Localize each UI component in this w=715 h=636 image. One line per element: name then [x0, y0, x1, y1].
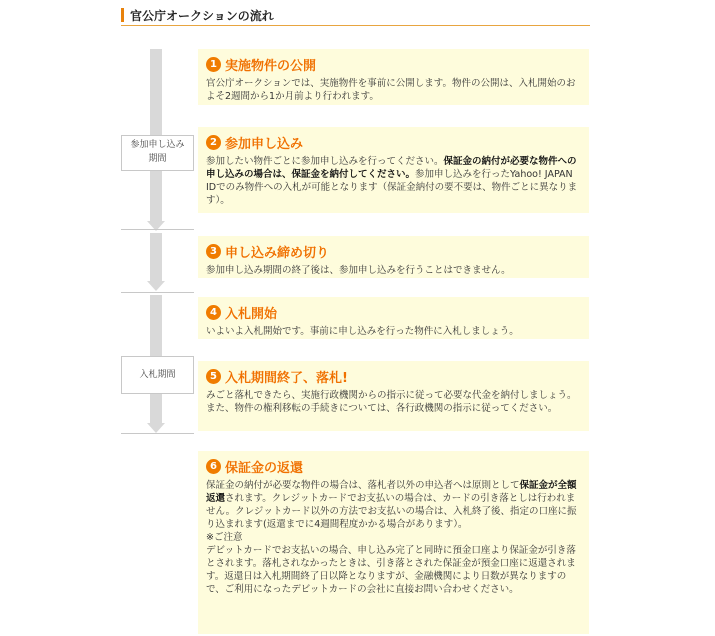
- step-text: 参加申し込みを行ったYahoo! JAPAN IDでのみ物件への入札が可能となります（保証金納付の要不要は、物件ごとに異なります）。: [206, 169, 578, 206]
- step-number-badge: 4: [206, 305, 221, 320]
- step-number-badge: 3: [206, 244, 221, 259]
- step-title: 参加申し込み: [225, 137, 304, 152]
- step-text: 参加したい物件ごとに参加申し込みを行ってください。: [206, 156, 444, 167]
- step-description: [206, 155, 581, 207]
- bid-period-label-text: 入札期間: [139, 370, 176, 380]
- entry-period-label-line2: 期間: [148, 154, 167, 164]
- step-title: 申し込み締め切り: [225, 246, 330, 261]
- flow-arrow-shaft: [150, 233, 162, 281]
- entry-period-label-line1: 参加申し込み: [130, 140, 185, 150]
- period-divider: [121, 229, 194, 230]
- step-title: 入札開始: [225, 307, 278, 322]
- step-emphasis: 保証金が全額返還: [206, 480, 577, 504]
- step-description: いよいよ入札開始です。事前に申し込みを行った物件に入札しましょう。: [206, 326, 519, 337]
- step-description: [206, 479, 581, 531]
- step-1: [198, 49, 589, 105]
- entry-period-label: [121, 135, 194, 171]
- flow-arrow-head: [147, 423, 165, 433]
- step-description: みごと落札できたら、実施行政機関からの指示に従って必要な代金を納付しましょう。また、物件の権利移転の手続きについては、各行政機関の指示に従ってください。: [206, 390, 577, 414]
- header-accent-bar: [121, 8, 124, 22]
- step-text: 保証金の納付が必要な物件の場合は、落札者以外の申込者へは原則として: [206, 480, 520, 491]
- step-text: されます。クレジットカードでお支払いの場合は、カードの引き落としは行われません。クレジットカード以外の方法でお支払いの場合は、入札終了後、指定の口座に振り込まれます(返還までに4週間程度かかる場合があります）。: [206, 493, 577, 530]
- step-title: 入札期間終了、落札!: [225, 371, 348, 386]
- step-note-heading: ※ご注意: [206, 532, 243, 543]
- step-description: 官公庁オークションでは、実施物件を事前に公開します。物件の公開は、入札開始のおよそ2週間から1か月前より行われます。: [206, 78, 576, 102]
- step-number-badge: 1: [206, 57, 221, 72]
- step-3: [198, 236, 589, 278]
- step-4: [198, 297, 589, 339]
- period-divider: [121, 292, 194, 293]
- period-divider: [121, 433, 194, 434]
- step-title: 保証金の返還: [225, 461, 304, 476]
- step-title: 実施物件の公開: [225, 59, 317, 74]
- section-header: [121, 5, 590, 26]
- step-emphasis: 保証金の納付が必要な物件への申し込みの場合は、保証金を納付してください。: [206, 156, 577, 180]
- flow-arrow-head: [147, 281, 165, 291]
- bid-period-label: [121, 356, 194, 394]
- step-note: デビットカードでお支払いの場合、申し込み完了と同時に預金口座より保証金が引き落とされます。落札されなかったときは、引き落とされた保証金が預金口座に返還されます。返還日は入札期間終了日以降となりますが、金融機関により日数が異なりますので、ご利用になったデビットカードの会社に直接お問い合わせください。: [206, 545, 576, 595]
- step-number-badge: 6: [206, 459, 221, 474]
- step-6: [198, 451, 589, 634]
- page-title: 官公庁オークションの流れ: [130, 9, 274, 23]
- step-number-badge: 2: [206, 135, 221, 150]
- step-5: [198, 361, 589, 431]
- step-description: 参加申し込み期間の終了後は、参加申し込みを行うことはできません。: [206, 265, 511, 276]
- step-2: [198, 127, 589, 213]
- step-number-badge: 5: [206, 369, 221, 384]
